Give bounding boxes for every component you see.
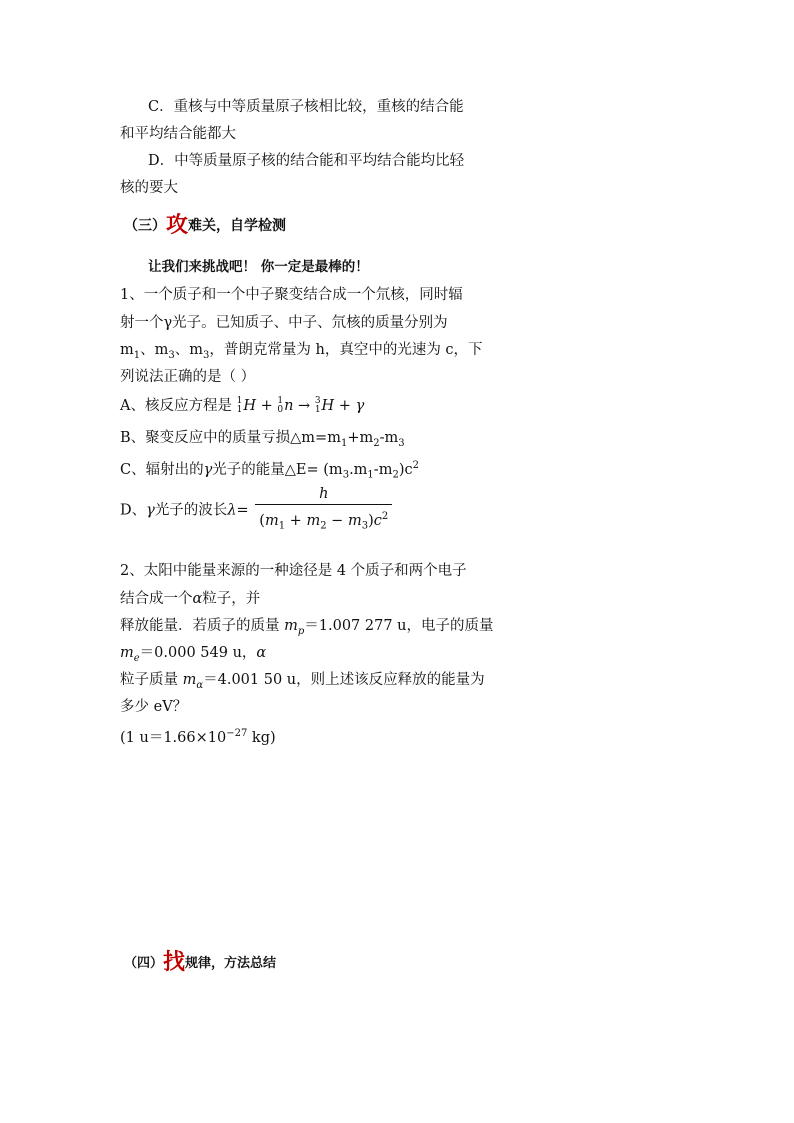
section-4-heading: （四）找规律，方法总结 [124,950,277,975]
wavelength-fraction: $\frac{h}{(m_1 + m_2 - m_3)c^2}$ [255,484,392,537]
option-d-line2: 核的要大 [120,180,178,196]
encouragement-text: 让我们来挑战吧！ 你一定是最棒的！ [148,259,369,275]
q1-option-b: B、聚变反应中的质量亏损$\triangle m=m_1+m_2-m_3$ [120,430,405,449]
q1-line2: 射一个γ光子。已知质子、中子、氘核的质量分别为 [120,315,448,331]
section-3-heading: （三）攻难关，自学检测 [124,213,287,238]
q2-line4: $m_e=0.000$ 549 u，α [120,645,267,664]
q1-line3: $m_1$、$m_3$、$m_3$，普朗克常量为 h，真空中的光速为 c，下 [120,342,483,361]
option-c-line2: 和平均结合能都大 [120,126,236,142]
q1-option-a: A、核反应方程是 1 1 H + 1 0 n → 3 1 H + γ [120,396,365,415]
q2-line7: (1 $u=1.66\times 10^{-27}$ kg) [120,728,276,746]
q2-line1: 2、太阳中能量来源的一种途径是 4 个质子和两个电子 [120,563,467,579]
option-d-line1: D．中等质量原子核的结合能和平均结合能均比轻 [148,153,465,169]
q1-option-d: D、γ光子的波长λ= $\frac{h}{(m_1 + m_2 - m_3)c^2}$ [120,484,392,537]
q2-line2: 结合成一个α粒子，并 [120,591,261,607]
q1-line4: 列说法正确的是（ ） [120,369,256,385]
q1-option-c: C、辐射出的γ光子的能量△E= $(m_3.m_1-m_2)c^2$ [120,460,419,481]
q2-line3: 释放能量．若质子的质量 $m_p=1.007$ 277 u，电子的质量 [120,618,494,637]
option-c-line1: C．重核与中等质量原子核相比较，重核的结合能 [148,99,464,115]
q2-line5: 粒子质量 $m_\alpha=4.001$ 50 u，则上述该反应释放的能量为 [120,672,485,691]
q2-line6: 多少 eV？ [120,699,188,715]
q1-line1: 1、一个质子和一个中子聚变结合成一个氘核，同时辐 [120,287,463,303]
